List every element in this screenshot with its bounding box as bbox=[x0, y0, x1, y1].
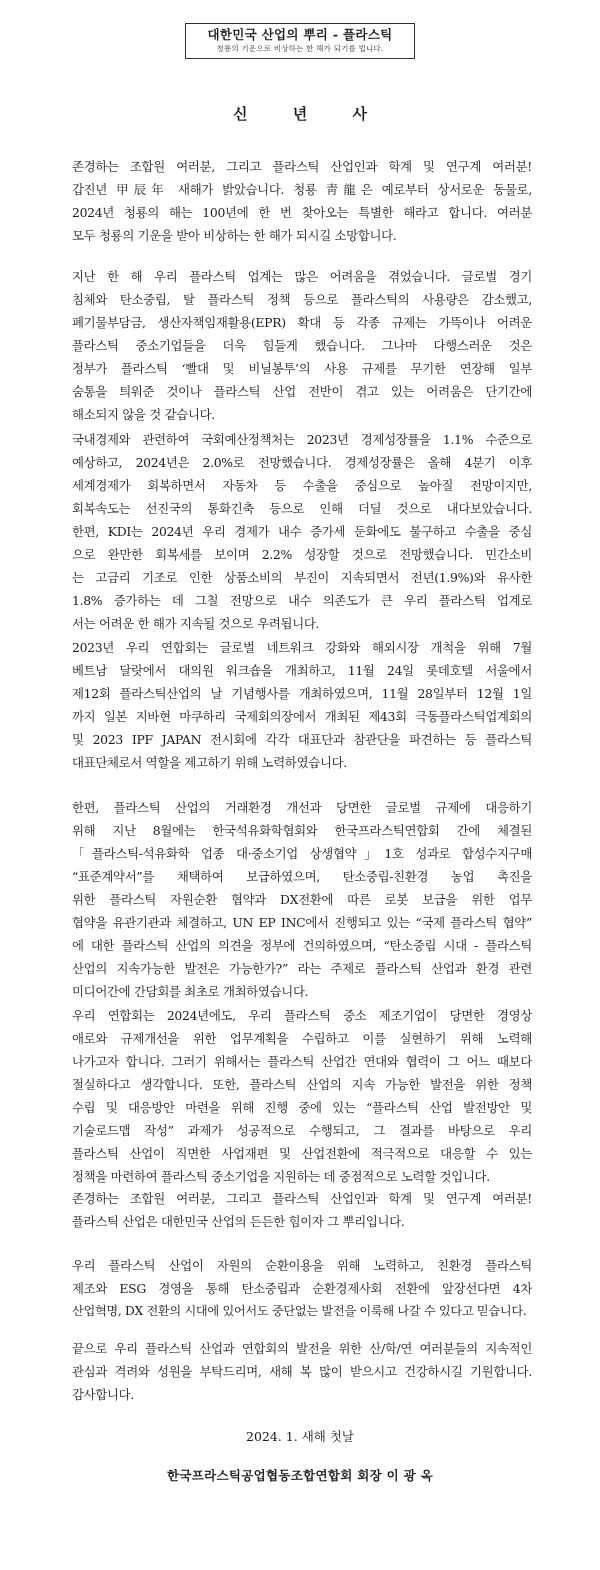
paragraph-line: 는 고금리 기조로 인한 상품소비의 부진이 지속되면서 전년(1.9%)와 유사한 bbox=[72, 570, 532, 585]
paragraph-line: 플라스틱 중소기업들을 더욱 힘들게 했습니다. 그나마 다행스러운 것은 bbox=[72, 338, 532, 353]
paragraph-line: 숨통을 틔워준 것이나 플라스틱 산업 전반이 겪고 있는 어려움은 단기간에 bbox=[72, 384, 532, 399]
paragraph-line: 미디어간에 간담회를 최초로 개최하였습니다. bbox=[72, 984, 309, 999]
paragraph-line: 모두 청룡의 기운을 받아 비상하는 한 해가 되시길 소망합니다. bbox=[72, 228, 397, 243]
paragraph-line: 플라스틱 산업은 대한민국 산업의 든든한 힘이자 그 뿌리입니다. bbox=[72, 1214, 405, 1229]
document-title: 신 년 사 bbox=[233, 105, 387, 123]
paragraph-line: 에 대한 플라스틱 산업의 의견을 정부에 건의하였으며, “탄소중립 시대 - 플라스틱 bbox=[72, 938, 532, 953]
paragraph-line: 회복속도는 선진국의 통화긴축 등으로 인해 더딜 것으로 내다보았습니다. bbox=[72, 501, 532, 516]
paragraph bbox=[72, 1254, 532, 1323]
paragraph-line: 위해 지난 8월에는 한국석유화학협회와 한국프라스틱연합회 간에 체결된 bbox=[72, 823, 532, 838]
paragraph-line: 베트남 달랏에서 대의원 워크숍을 개최하고, 11월 24일 롯데호텔 서울에서 bbox=[72, 663, 532, 678]
paragraph-line: 감사합니다. bbox=[72, 1387, 134, 1402]
paragraph-line: 플라스틱 산업이 직면한 사업재편 및 산업전환에 적극적으로 대응할 수 있는 bbox=[72, 1146, 532, 1161]
paragraph-line: 한편, KDI는 2024년 우리 경제가 내수 증가세 둔화에도 불구하고 수출을 중심 bbox=[72, 524, 532, 539]
paragraph-line: 한편, 플라스틱 산업의 거래환경 개선과 당면한 글로벌 규제에 대응하기 bbox=[72, 800, 532, 815]
paragraph-line: 수립 및 대응방안 마련을 위해 진행 중에 있는 “플라스틱 산업 발전방안 및 bbox=[72, 1100, 532, 1115]
paragraph-line: 관심과 격려와 성원을 부탁드리며, 새해 복 많이 받으시고 건강하시길 기원합니다. bbox=[72, 1364, 532, 1379]
paragraph-line: 끝으로 우리 플라스틱 산업과 연합회의 발전을 위한 산/학/연 여러분들의 지속적인 bbox=[72, 1341, 532, 1356]
paragraph-line: 까지 일본 지바현 마쿠하리 국제회의장에서 개최된 제43회 극동플라스틱업계회의 bbox=[72, 709, 532, 724]
paragraph-line: 1.8% 증가하는 데 그칠 전망으로 내수 의존도가 큰 우리 플라스틱 업계로 bbox=[72, 593, 532, 608]
paragraph-line: 절실하다고 생각합니다. 또한, 플라스틱 산업의 지속 가능한 발전을 위한 정책 bbox=[72, 1077, 532, 1092]
paragraph-line: 해소되지 않을 것 같습니다. bbox=[72, 407, 215, 422]
header-title: 대한민국 산업의 뿌리 - 플라스틱 bbox=[207, 27, 393, 42]
paragraph-line: 제조와 ESG 경영을 통해 탄소중립과 순환경제사회 전환에 앞장선다면 4차 bbox=[72, 1281, 532, 1296]
paragraph-line: 위한 플라스틱 자원순환 협약과 DX전환에 따른 로봇 보급을 위한 업무 bbox=[72, 892, 532, 907]
paragraph-line: 지난 한 해 우리 플라스틱 업계는 많은 어려움을 겪었습니다. 글로벌 경기 bbox=[72, 269, 532, 284]
letter-date: 2024. 1. 새해 첫날 bbox=[246, 1429, 354, 1444]
paragraph-line: 정책을 마련하여 플라스틱 중소기업을 지원하는 데 중점적으로 노력할 것입니다. bbox=[72, 1169, 490, 1184]
paragraph-line: 및 2023 IPF JAPAN 전시회에 각각 대표단과 참관단을 파견하는 등 플라스틱 bbox=[72, 732, 532, 747]
paragraph-line: 산업의 지속가능한 발전은 가능한가?” 라는 주제로 플라스틱 산업과 환경 관련 bbox=[72, 961, 532, 976]
paragraph-line: 2023년 우리 연합회는 글로벌 네트워크 강화와 해외시장 개척을 위해 7월 bbox=[72, 640, 532, 655]
header-box bbox=[185, 23, 415, 59]
paragraph bbox=[72, 265, 532, 426]
paragraph bbox=[72, 636, 532, 774]
paragraph-line: 애로와 규제개선을 위한 업무계획을 수립하고 이를 실현하기 위해 노력해 bbox=[72, 1031, 532, 1046]
paragraph-line: 존경하는 조합원 여러분, 그리고 플라스틱 산업인과 학계 및 연구계 여러분! bbox=[72, 1191, 532, 1206]
letter-signature: 한국프라스틱공업협동조합연합회 회장 이 광 옥 bbox=[166, 1468, 434, 1483]
paragraph-line: 제12회 플라스틱산업의 날 기념행사를 개최하였으며, 11월 28일부터 12월 1일 bbox=[72, 686, 532, 701]
paragraph bbox=[72, 1187, 532, 1233]
paragraph-line: 2024년 청룡의 해는 100년에 한 번 찾아오는 특별한 해라고 합니다. 여러분 bbox=[72, 205, 532, 220]
paragraph-line: “표준계약서”를 채택하여 보급하였으며, 탄소중립-친환경 농업 촉진을 bbox=[72, 869, 532, 884]
paragraph-line: 정부가 플라스틱 ‘빨대 및 비닐봉투’의 사용 규제를 무기한 연장해 일부 bbox=[72, 361, 532, 376]
paragraph bbox=[72, 796, 532, 1003]
paragraph bbox=[72, 1337, 532, 1406]
paragraph-line: 산업혁명, DX 전환의 시대에 있어서도 중단없는 발전을 이룩해 나갈 수 있다고 믿습니다. bbox=[72, 1304, 527, 1318]
paragraph-line: 대표단체로서 역할을 제고하기 위해 노력하였습니다. bbox=[72, 755, 347, 770]
paragraph-line: 국내경제와 관련하여 국회예산정책처는 2023년 경제성장률을 1.1% 수준으로 bbox=[72, 432, 532, 447]
paragraph-line: 으로 완만한 회복세를 보이며 2.2% 성장할 것으로 전망했습니다. 민간소비 bbox=[72, 547, 532, 562]
paragraph-line: 폐기물부담금, 생산자책임재활용(EPR) 확대 등 각종 규제는 가뜩이나 어려운 bbox=[72, 315, 532, 330]
paragraph bbox=[72, 428, 532, 635]
paragraph-line: 협약을 유관기관과 체결하고, UN EP INC에서 진행되고 있는 “국제 플라스틱 협약” bbox=[72, 915, 532, 930]
paragraph bbox=[72, 1004, 532, 1188]
paragraph-line: 「플라스틱-석유화학 업종 대·중소기업 상생협약」1호 성과로 합성수지구매 bbox=[72, 846, 532, 861]
paragraph-line: 우리 연합회는 2024년에도, 우리 플라스틱 중소 제조기업이 당면한 경영상 bbox=[72, 1008, 532, 1023]
paragraph-line: 기술로드맵 작성” 과제가 성공적으로 수행되고, 그 결과를 바탕으로 우리 bbox=[72, 1123, 532, 1138]
paragraph-line: 서는 어려운 한 해가 지속될 것으로 우려됩니다. bbox=[72, 616, 320, 631]
paragraph-line: 침체와 탄소중립, 탈 플라스틱 정책 등으로 플라스틱의 사용량은 감소했고, bbox=[72, 292, 532, 307]
paragraph-line: 갑진년 甲辰年 새해가 밝았습니다. 청룡 靑龍은 예로부터 상서로운 동물로, bbox=[72, 182, 532, 197]
paragraph-line: 우리 플라스틱 산업이 자원의 순환이용을 위해 노력하고, 친환경 플라스틱 bbox=[72, 1258, 532, 1273]
paragraph-line: 나가고자 합니다. 그러기 위해서는 플라스틱 산업간 연대와 협력이 그 어느 때보다 bbox=[72, 1054, 532, 1069]
paragraph-line: 세계경제가 회복하면서 자동차 등 수출을 중심으로 높아질 전망이지만, bbox=[72, 478, 532, 493]
paragraph-line: 예상하고, 2024년은 2.0%로 전망했습니다. 경제성장률은 올해 4분기 이후 bbox=[72, 455, 532, 470]
paragraph-line: 존경하는 조합원 여러분, 그리고 플라스틱 산업인과 학계 및 연구계 여러분! bbox=[72, 159, 532, 174]
header-subtitle: 청룡의 기운으로 비상하는 한 해가 되기를 빕니다. bbox=[216, 44, 384, 53]
paragraph bbox=[72, 155, 532, 247]
